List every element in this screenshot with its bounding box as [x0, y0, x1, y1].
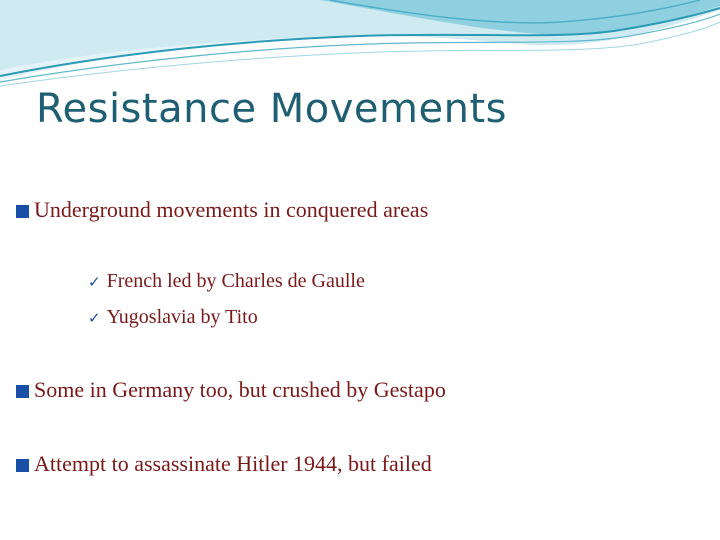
bullet-text: Attempt to assassinate Hitler 1944, but failed — [34, 451, 432, 476]
checkmark-icon: ✓ — [88, 308, 101, 327]
checkmark-icon: ✓ — [88, 272, 101, 291]
square-bullet-icon — [16, 459, 29, 472]
sub-item — [88, 306, 258, 329]
bullet-item — [16, 197, 428, 223]
decorative-wave-header — [0, 0, 720, 90]
sub-item-text: French led by Charles de Gaulle — [106, 270, 365, 292]
square-bullet-icon — [16, 205, 29, 218]
sub-item — [88, 270, 365, 293]
bullet-text: Underground movements in conquered areas — [34, 197, 429, 222]
bullet-item — [16, 377, 446, 403]
slide-title: Resistance Movements — [36, 86, 507, 132]
bullet-text: Some in Germany too, but crushed by Gestapo — [34, 377, 446, 402]
square-bullet-icon — [16, 385, 29, 398]
sub-item-text: Yugoslavia by Tito — [106, 306, 258, 328]
bullet-item — [16, 451, 432, 477]
